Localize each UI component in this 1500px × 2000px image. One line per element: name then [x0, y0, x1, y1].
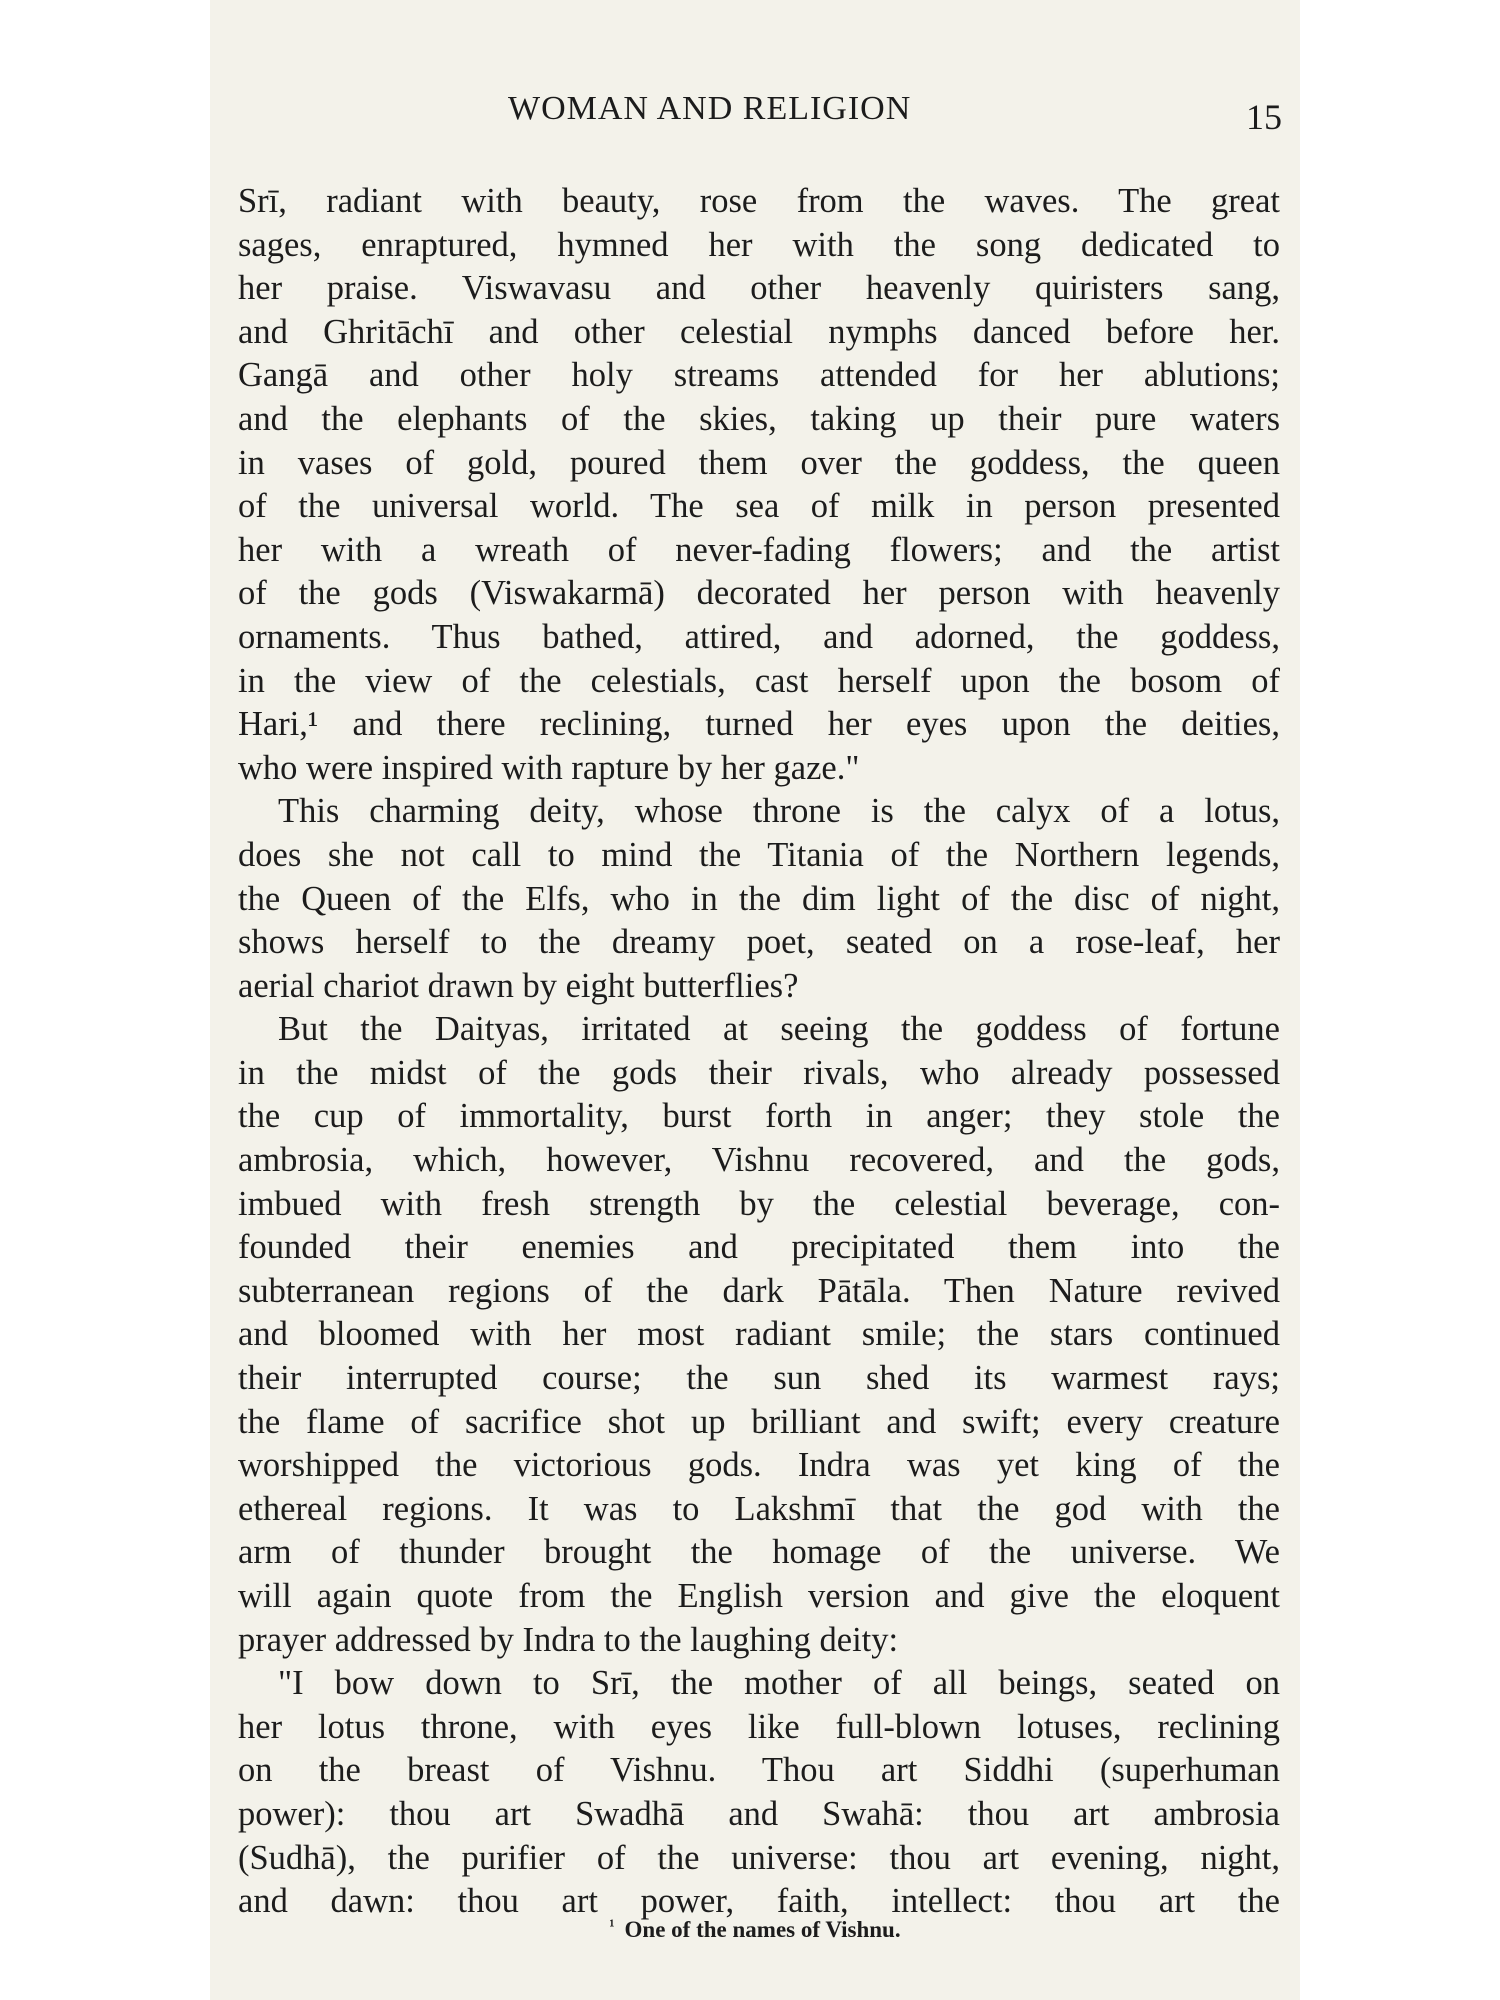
text-line: of the universal world. The sea of milk in person presented [238, 487, 1280, 526]
text-line: and dawn: thou art power, faith, intellect: thou art the [238, 1882, 1280, 1921]
text-line: founded their enemies and precipitated them into the [238, 1228, 1280, 1267]
text-line: her lotus throne, with eyes like full-blown lotuses, reclining [238, 1707, 1280, 1746]
text-line: ethereal regions. It was to Lakshmī that the god with the [238, 1489, 1280, 1528]
footnote-text: One of the names of Vishnu. [624, 1917, 901, 1942]
text-line: the Queen of the Elfs, who in the dim light of the disc of night, [238, 879, 1280, 918]
text-line: and the elephants of the skies, taking up their pure waters [238, 399, 1280, 438]
footnote [210, 1916, 1300, 1943]
paragraph-start-line: "I bow down to Srī, the mother of all beings, seated on [278, 1664, 1280, 1703]
text-line: aerial chariot drawn by eight butterflies? [238, 966, 799, 1005]
running-title: WOMAN AND RELIGION [508, 90, 912, 127]
page-number: 15 [1246, 97, 1282, 137]
text-line: their interrupted course; the sun shed its warmest rays; [238, 1359, 1280, 1398]
text-line: on the breast of Vishnu. Thou art Siddhi (superhuman [238, 1751, 1280, 1790]
text-line: the cup of immortality, burst forth in anger; they stole the [238, 1097, 1280, 1136]
page-header [210, 90, 1300, 140]
text-line: and Ghritāchī and other celestial nymphs danced before her. [238, 312, 1280, 351]
text-line: Hari,¹ and there reclining, turned her eyes upon the deities, [238, 705, 1280, 744]
text-line: will again quote from the English version and give the eloquent [238, 1577, 1280, 1615]
text-line: of the gods (Viswakarmā) decorated her person with heavenly [238, 574, 1280, 613]
text-line: ambrosia, which, however, Vishnu recovered, and the gods, [238, 1141, 1280, 1180]
text-line: and bloomed with her most radiant smile; the stars continued [238, 1315, 1280, 1354]
body-text [238, 180, 1280, 1924]
paragraph-start-line: This charming deity, whose throne is the calyx of a lotus, [278, 792, 1280, 831]
footnote-marker: ¹ [609, 1916, 615, 1935]
text-line: her with a wreath of never-fading flowers; and the artist [238, 530, 1280, 569]
text-line: in vases of gold, poured them over the goddess, the queen [238, 443, 1280, 482]
text-line: imbued with fresh strength by the celestial beverage, con- [238, 1184, 1280, 1223]
paragraph-start-line: But the Daityas, irritated at seeing the goddess of fortune [278, 1010, 1280, 1049]
text-line: worshipped the victorious gods. Indra was yet king of the [238, 1446, 1280, 1485]
text-line: arm of thunder brought the homage of the universe. We [238, 1533, 1280, 1572]
text-line: the flame of sacrifice shot up brilliant and swift; every creature [238, 1402, 1280, 1441]
text-line: power): thou art Swadhā and Swahā: thou art ambrosia [238, 1794, 1280, 1833]
text-line: in the midst of the gods their rivals, who already possessed [238, 1053, 1280, 1092]
text-line: sages, enraptured, hymned her with the song dedicated to [238, 225, 1280, 264]
text-line: in the view of the celestials, cast herself upon the bosom of [238, 661, 1280, 700]
text-line: her praise. Viswavasu and other heavenly quiristers sang, [238, 269, 1280, 308]
text-line: prayer addressed by Indra to the laughing deity: [238, 1620, 899, 1659]
text-line: ornaments. Thus bathed, attired, and adorned, the goddess, [238, 617, 1280, 656]
text-line: who were inspired with rapture by her gaze." [238, 748, 860, 787]
text-line: Gangā and other holy streams attended for her ablutions; [238, 356, 1280, 395]
text-line: subterranean regions of the dark Pātāla. Then Nature revived [238, 1271, 1280, 1310]
text-line: shows herself to the dreamy poet, seated on a rose-leaf, her [238, 923, 1280, 962]
text-line: (Sudhā), the purifier of the universe: thou art evening, night, [238, 1838, 1280, 1877]
text-line: does she not call to mind the Titania of the Northern legends, [238, 835, 1280, 874]
text-line: Srī, radiant with beauty, rose from the waves. The great [238, 182, 1280, 220]
